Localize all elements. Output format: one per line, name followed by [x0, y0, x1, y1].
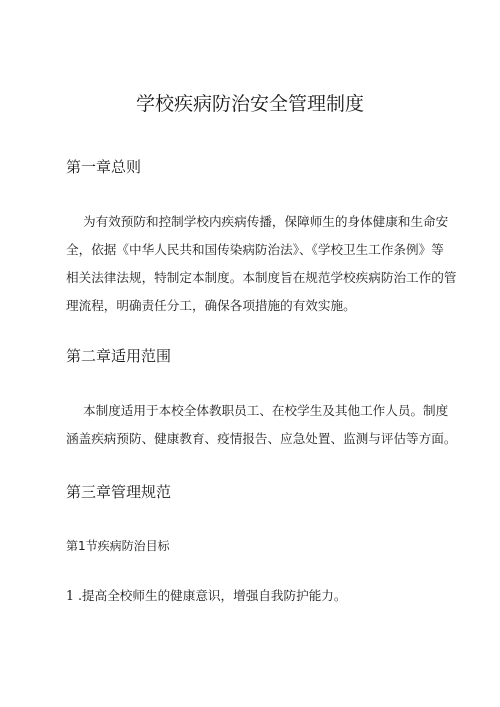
- chapter-1-paragraph: [66, 208, 457, 320]
- chapter-1-heading: 第一章总则: [66, 158, 142, 176]
- section-1-list: [66, 582, 452, 610]
- chapter-2-paragraph: [66, 397, 457, 453]
- document-title: 学校疾病防治安全管理制度: [135, 93, 364, 115]
- paragraph-line: 为有效预防和控制学校内疾病传播，保障师生的身体健康和生命安: [83, 214, 449, 229]
- paragraph-line: 涵盖疾病预防、健康教育、疫情报告、应急处置、监测与评估等方面。: [66, 431, 457, 446]
- paragraph-line: 相关法律法规，特制定本制度。本制度旨在规范学校疾病防治工作的管: [66, 270, 457, 285]
- paragraph-line: 理流程，明确责任分工，确保各项措施的有效实施。: [66, 298, 356, 313]
- chapter-3-heading: 第三章管理规范: [66, 483, 172, 501]
- paragraph-line: 全，依据《中华人民共和国传染病防治法》、《学校卫生工作条例》等: [66, 242, 444, 257]
- chapter-2-heading: 第二章适用范围: [66, 347, 172, 365]
- paragraph-line: 本制度适用于本校全体教职员工、在校学生及其他工作人员。制度: [83, 403, 449, 418]
- section-1-heading: 第1节疾病防治目标: [66, 539, 170, 553]
- list-item: 1 .提高全校师生的健康意识，增强自我防护能力。: [66, 588, 347, 603]
